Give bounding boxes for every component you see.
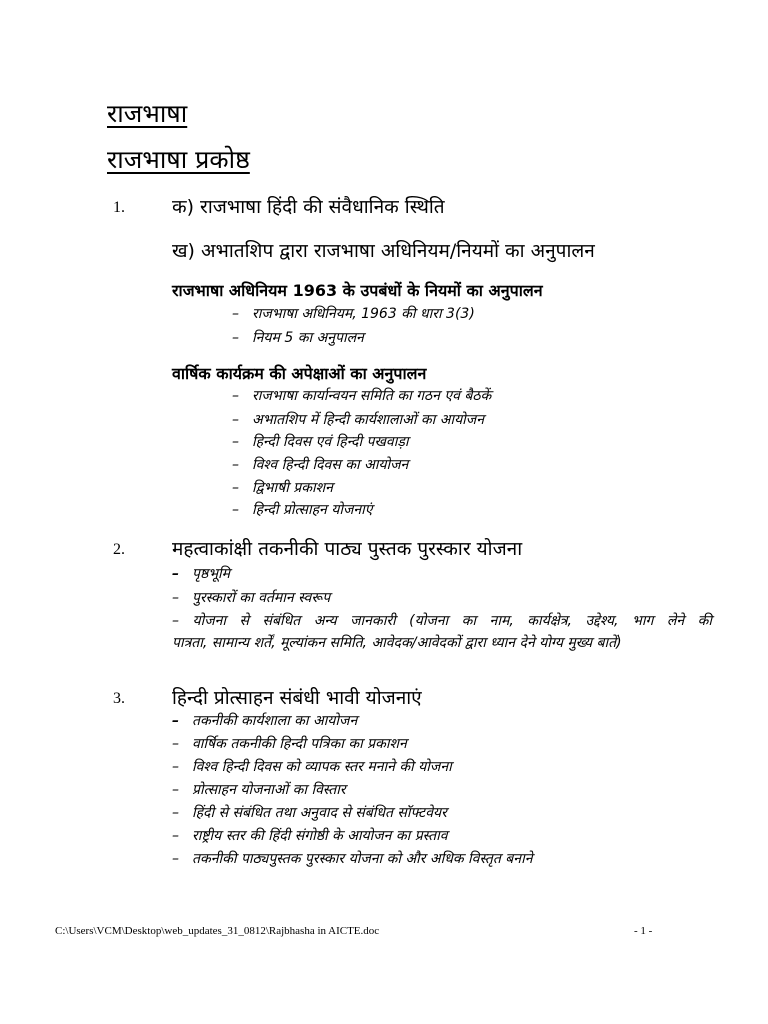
dash-bullet: –	[232, 306, 239, 322]
footer-file-path: C:\Users\VCM\Desktop\web_updates_31_0812\Rajbhasha in AICTE.doc	[55, 925, 380, 937]
dash-bullet: –	[172, 736, 179, 752]
footer-page-number: - 1 -	[634, 925, 653, 937]
dash-bullet: –	[172, 590, 179, 606]
dash-bullet: –	[172, 759, 179, 775]
section-3-heading: हिन्दी प्रोत्साहन संबंधी भावी योजनाएं	[172, 687, 422, 709]
dash-bullet: –	[172, 851, 179, 867]
list-item: – द्विभाषी प्रकाशन	[232, 480, 333, 496]
list-item: – हिंदी से संबंधित तथा अनुवाद से संबंधित सॉफ्टवेयर	[172, 805, 447, 821]
dash-bullet: –	[172, 805, 179, 821]
section-2-paragraph-line-2: पात्रता, सामान्य शर्तें, मूल्यांकन समिति, आवेदक/आवेदकों द्वारा ध्यान देने योग्य मुख्य बातें)	[172, 635, 622, 651]
dash-bullet: –	[232, 434, 239, 450]
list-item: – विश्व हिन्दी दिवस का आयोजन	[232, 457, 409, 473]
section-1-heading-a: क) राजभाषा हिंदी की संवैधानिक स्थिति	[172, 196, 445, 218]
section-2-number: 2.	[113, 541, 125, 558]
list-item: – राष्ट्रीय स्तर की हिंदी संगोष्ठी के आयोजन का प्रस्ताव	[172, 828, 448, 844]
dash-bullet: –	[232, 457, 239, 473]
list-item: – तकनीकी कार्यशाला का आयोजन	[172, 713, 358, 729]
list-item: – तकनीकी पाठ्यपुस्तक पुरस्कार योजना को और अधिक विस्तृत बनाने	[172, 851, 533, 867]
list-item: – वार्षिक तकनीकी हिन्दी पत्रिका का प्रकाशन	[172, 736, 407, 752]
section-1-subheading-1: राजभाषा अधिनियम 1963 के उपबंधों के नियमों का अनुपालन	[172, 281, 543, 300]
list-item: – अभातशिप में हिन्दी कार्यशालाओं का आयोजन	[232, 412, 484, 428]
section-2-paragraph-line-1: – योजना से संबंधित अन्य जानकारी (योजना का नाम, कार्यक्षेत्र, उद्देश्य, भाग लेने की	[172, 613, 712, 629]
section-1-heading-b: ख) अभातशिप द्वारा राजभाषा अधिनियम/नियमों का अनुपालन	[172, 240, 595, 262]
list-item: – राजभाषा कार्यान्वयन समिति का गठन एवं बैठकें	[232, 388, 492, 404]
dash-bullet: –	[172, 713, 179, 729]
list-item: – राजभाषा अधिनियम, 1963 की धारा 3(3)	[232, 306, 475, 322]
list-item: – हिन्दी प्रोत्साहन योजनाएं	[232, 502, 373, 518]
list-item: – नियम 5 का अनुपालन	[232, 330, 364, 346]
section-2-heading: महत्वाकांक्षी तकनीकी पाठ्य पुस्तक पुरस्कार योजना	[172, 538, 523, 560]
dash-bullet: –	[232, 330, 239, 346]
section-1-subheading-2: वार्षिक कार्यक्रम की अपेक्षाओं का अनुपालन	[172, 364, 427, 383]
list-item: – प्रोत्साहन योजनाओं का विस्तार	[172, 782, 346, 798]
dash-bullet: –	[232, 388, 239, 404]
dash-bullet: –	[232, 412, 239, 428]
dash-bullet: –	[232, 480, 239, 496]
list-item: – पृष्ठभूमि	[172, 566, 231, 582]
list-item: – विश्व हिन्दी दिवस को व्यापक स्तर मनाने की योजना	[172, 759, 452, 775]
section-3-number: 3.	[113, 690, 125, 707]
section-1-number: 1.	[113, 199, 125, 216]
list-item: – हिन्दी दिवस एवं हिन्दी पखवाड़ा	[232, 434, 409, 450]
dash-bullet: –	[232, 502, 239, 518]
list-item: – पुरस्कारों का वर्तमान स्वरूप	[172, 590, 331, 606]
dash-bullet: –	[172, 828, 179, 844]
page-subtitle: राजभाषा प्रकोष्ठ	[107, 145, 250, 174]
dash-bullet: –	[172, 782, 179, 798]
dash-bullet: –	[172, 566, 179, 582]
page-title: राजभाषा	[107, 99, 188, 128]
